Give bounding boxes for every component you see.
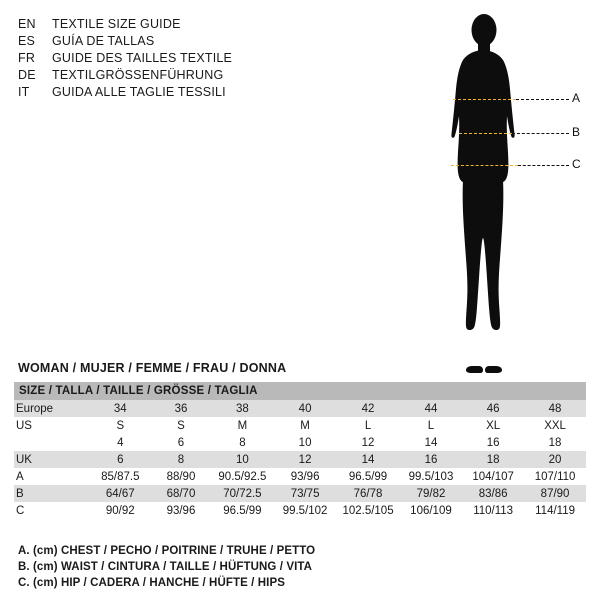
measure-line-a-accent	[453, 99, 516, 100]
size-table-wrapper	[14, 382, 586, 519]
language-title: TEXTILGRÖSSENFÜHRUNG	[52, 68, 224, 82]
section-title: WOMAN / MUJER / FEMME / FRAU / DONNA	[18, 361, 287, 375]
cell: 76/78	[336, 485, 399, 502]
row-label: A	[14, 468, 90, 485]
cell: 42	[336, 400, 399, 417]
measure-label-a: A	[572, 91, 581, 105]
cell: L	[336, 417, 399, 434]
cell: 14	[400, 434, 462, 451]
cell: 36	[151, 400, 211, 417]
cell: 38	[211, 400, 274, 417]
cell: 88/90	[151, 468, 211, 485]
footnote-a: A. (cm) CHEST / PECHO / POITRINE / TRUHE / PETTO	[18, 545, 316, 557]
measure-line-b-accent	[459, 133, 512, 134]
cell: 90.5/92.5	[211, 468, 274, 485]
language-code: IT	[18, 85, 30, 99]
cell: 106/109	[400, 502, 462, 519]
cell: XL	[462, 417, 524, 434]
cell: 99.5/102	[274, 502, 336, 519]
language-title-block	[18, 16, 418, 101]
footnote-c: C. (cm) HIP / CADERA / HANCHE / HÜFTE / HIPS	[18, 577, 286, 589]
cell: 34	[90, 400, 151, 417]
cell: 99.5/103	[400, 468, 462, 485]
language-code: ES	[18, 34, 36, 48]
cell: 6	[90, 451, 151, 468]
table-header-row	[14, 382, 586, 400]
measure-line-c-black	[518, 165, 569, 166]
table-row	[14, 451, 586, 468]
table-row	[14, 417, 586, 434]
cell: 44	[400, 400, 462, 417]
language-title: GUÍA DE TALLAS	[52, 34, 155, 48]
measure-line-a-black	[516, 99, 569, 100]
cell: 73/75	[274, 485, 336, 502]
language-title: GUIDE DES TAILLES TEXTILE	[52, 51, 233, 65]
row-label: B	[14, 485, 90, 502]
row-label	[14, 434, 90, 451]
cell: 79/82	[400, 485, 462, 502]
cell: M	[211, 417, 274, 434]
cell: 104/107	[462, 468, 524, 485]
language-title: GUIDA ALLE TAGLIE TESSILI	[52, 85, 226, 99]
measure-label-c: C	[572, 157, 581, 171]
cell: 12	[336, 434, 399, 451]
cell: S	[151, 417, 211, 434]
cell: 90/92	[90, 502, 151, 519]
cell: 18	[524, 434, 586, 451]
cell: 110/113	[462, 502, 524, 519]
language-title: TEXTILE SIZE GUIDE	[52, 17, 181, 31]
row-label: US	[14, 417, 90, 434]
language-row	[18, 84, 418, 101]
cell: 96.5/99	[211, 502, 274, 519]
cell: 20	[524, 451, 586, 468]
table-row	[14, 400, 586, 417]
cell: 70/72.5	[211, 485, 274, 502]
cell: 8	[151, 451, 211, 468]
cell: 87/90	[524, 485, 586, 502]
cell: 16	[400, 451, 462, 468]
cell: 18	[462, 451, 524, 468]
row-label: C	[14, 502, 90, 519]
cell: 16	[462, 434, 524, 451]
female-silhouette-icon	[420, 8, 590, 376]
cell: 14	[336, 451, 399, 468]
cell: XXL	[524, 417, 586, 434]
table-row	[14, 502, 586, 519]
cell: 46	[462, 400, 524, 417]
language-code: EN	[18, 17, 36, 31]
cell: 107/110	[524, 468, 586, 485]
language-row	[18, 33, 418, 50]
language-row	[18, 50, 418, 67]
language-code: FR	[18, 51, 36, 65]
cell: 12	[274, 451, 336, 468]
row-label: UK	[14, 451, 90, 468]
row-label: Europe	[14, 400, 90, 417]
cell: 8	[211, 434, 274, 451]
cell: 6	[151, 434, 211, 451]
table-row	[14, 485, 586, 502]
cell: 96.5/99	[336, 468, 399, 485]
language-code: DE	[18, 68, 36, 82]
cell: 102.5/105	[336, 502, 399, 519]
language-row	[18, 16, 418, 33]
table-row	[14, 468, 586, 485]
cell: L	[400, 417, 462, 434]
measure-line-c-accent	[451, 165, 518, 166]
cell: 85/87.5	[90, 468, 151, 485]
cell: 68/70	[151, 485, 211, 502]
footnote-b: B. (cm) WAIST / CINTURA / TAILLE / HÜFTUNG / VITA	[18, 561, 313, 573]
cell: S	[90, 417, 151, 434]
measure-line-b-black	[512, 133, 569, 134]
cell: 40	[274, 400, 336, 417]
table-header-cell: SIZE / TALLA / TAILLE / GRÖSSE / TAGLIA	[14, 382, 586, 400]
cell: 10	[274, 434, 336, 451]
cell: 93/96	[274, 468, 336, 485]
cell: 93/96	[151, 502, 211, 519]
cell: 83/86	[462, 485, 524, 502]
cell: 64/67	[90, 485, 151, 502]
cell: 48	[524, 400, 586, 417]
measure-label-b: B	[572, 125, 581, 139]
cell: 10	[211, 451, 274, 468]
size-table	[14, 382, 586, 519]
footnotes	[18, 543, 578, 591]
table-row	[14, 434, 586, 451]
figure-diagram	[420, 8, 590, 376]
cell: M	[274, 417, 336, 434]
cell: 114/119	[524, 502, 586, 519]
cell: 4	[90, 434, 151, 451]
language-row	[18, 67, 418, 84]
